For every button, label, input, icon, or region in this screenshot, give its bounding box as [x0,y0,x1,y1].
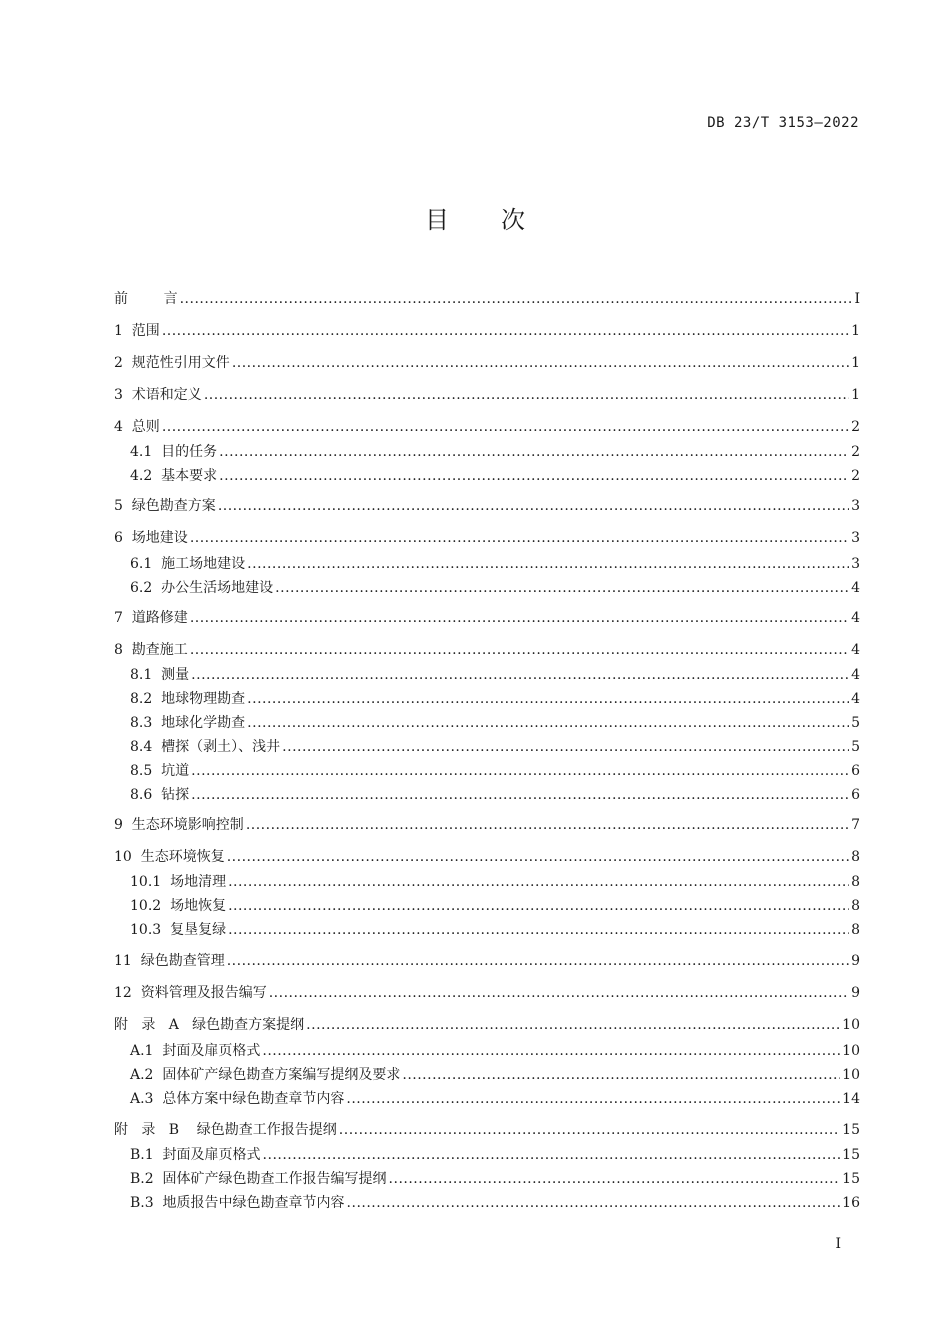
toc-entry-8[interactable] [114,641,860,659]
toc-entry-label: 12 资料管理及报告编写 [114,985,267,1001]
page-number: I [835,1236,841,1252]
toc-leader-dots [269,984,849,1002]
toc-entry-label: 1 范围 [114,323,160,339]
toc-entry-label: A.1 封面及扉页格式 [130,1043,261,1059]
toc-leader-dots [191,666,849,684]
toc-entry-10-3[interactable] [130,921,860,939]
toc-leader-dots [232,354,849,372]
toc-entry-10-2[interactable] [130,897,860,915]
toc-entry-page: 4 [851,610,860,626]
toc-entry-2[interactable] [114,354,860,372]
toc-entry-11[interactable] [114,952,860,970]
toc-entry-page: 3 [851,530,860,546]
toc-entry-page: 9 [851,985,860,1001]
toc-entry-page: 8 [851,874,860,890]
toc-entry-page: 8 [851,849,860,865]
toc-leader-dots [191,786,849,804]
toc-entry-label: 4 总则 [114,419,160,435]
toc-entry-label: 7 道路修建 [114,610,188,626]
toc-entry-page: 15 [842,1147,860,1163]
toc-entry-page: I [854,291,860,307]
toc-entry-page: 5 [851,739,860,755]
toc-entry-page: 4 [851,642,860,658]
toc-entry-page: 10 [842,1067,860,1083]
toc-entry-label: B.1 封面及扉页格式 [130,1147,261,1163]
toc-entry-12[interactable] [114,984,860,1002]
toc-leader-dots [389,1170,841,1188]
toc-entry-3[interactable] [114,386,860,404]
toc-entry-page: 2 [851,419,860,435]
toc-entry-label: 8.5 坑道 [130,763,190,779]
toc-entry-page: 2 [851,444,860,460]
toc-entry-9[interactable] [114,816,860,834]
toc-entry-a-3[interactable] [130,1090,860,1108]
toc-entry-8-4[interactable] [130,738,860,756]
toc-leader-dots [219,443,849,461]
toc-leader-dots [263,1146,841,1164]
toc-entry-page: 4 [851,580,860,596]
toc-entry-a-1[interactable] [130,1042,860,1060]
toc-leader-dots [190,641,849,659]
toc-entry-label: 10 生态环境恢复 [114,849,225,865]
toc-entry-8-6[interactable] [130,786,860,804]
toc-entry-label: 8.2 地球物理勘查 [130,691,246,707]
toc-entry-page: 4 [851,667,860,683]
toc-entry-label: 2 规范性引用文件 [114,355,230,371]
toc-leader-dots [347,1194,841,1212]
toc-entry-label: 6 场地建设 [114,530,188,546]
toc-leader-dots [247,690,849,708]
toc-leader-dots [219,467,849,485]
toc-entry-appendix-b[interactable] [114,1121,860,1139]
toc-leader-dots [402,1066,840,1084]
toc-leader-dots [190,609,849,627]
toc-entry-page: 1 [851,323,860,339]
toc-entry-label: A.2 固体矿产绿色勘查方案编写提纲及要求 [130,1067,401,1083]
toc-leader-dots [162,322,849,340]
document-code: DB 23/T 3153—2022 [707,115,859,131]
toc-entry-page: 1 [851,387,860,403]
toc-entry-page: 3 [851,498,860,514]
toc-entry-page: 8 [851,922,860,938]
toc-leader-dots [246,816,849,834]
toc-entry-label: 11 绿色勘查管理 [114,953,225,969]
toc-leader-dots [275,579,849,597]
toc-entry-page: 15 [842,1122,860,1138]
toc-leader-dots [227,952,849,970]
toc-entry-b-1[interactable] [130,1146,860,1164]
toc-entry-label: 8.4 槽探（剥土）、浅井 [130,739,281,755]
toc-leader-dots [282,738,849,756]
toc-leader-dots [162,418,849,436]
toc-entry-label: A.3 总体方案中绿色勘查章节内容 [130,1091,345,1107]
toc-entry-foreword[interactable] [114,290,860,308]
toc-entry-label: 10.3 复垦复绿 [130,922,227,938]
toc-entry-label: 10.1 场地清理 [130,874,227,890]
toc-entry-label: 6.1 施工场地建设 [130,556,246,572]
toc-entry-page: 6 [851,763,860,779]
toc-entry-label: 前 言 [114,291,178,307]
toc-leader-dots [262,1042,840,1060]
toc-entry-label: B.2 固体矿产绿色勘查工作报告编写提纲 [130,1171,387,1187]
toc-leader-dots [228,921,849,939]
toc-entry-label: 4.2 基本要求 [130,468,218,484]
toc-entry-page: 2 [851,468,860,484]
toc-leader-dots [247,555,849,573]
toc-entry-10[interactable] [114,848,860,866]
toc-entry-label: 10.2 场地恢复 [130,898,227,914]
toc-entry-4-2[interactable] [130,467,860,485]
toc-entry-5[interactable] [114,497,860,515]
toc-entry-label: 4.1 目的任务 [130,444,218,460]
toc-entry-4[interactable] [114,418,860,436]
toc-entry-10-1[interactable] [130,873,860,891]
toc-entry-page: 4 [851,691,860,707]
toc-entry-label: 8.3 地球化学勘查 [130,715,246,731]
toc-entry-appendix-a[interactable] [114,1016,860,1034]
toc-entry-label: 附 录 B 绿色勘查工作报告提纲 [114,1122,337,1138]
toc-entry-label: 8 勘查施工 [114,642,188,658]
toc-leader-dots [191,762,849,780]
toc-entry-label: 附 录 A 绿色勘查方案提纲 [114,1017,305,1033]
toc-entry-8-1[interactable] [130,666,860,684]
toc-entry-6-2[interactable] [130,579,860,597]
toc-entry-page: 10 [842,1017,860,1033]
toc-leader-dots [247,714,849,732]
toc-entry-label: 8.6 钻探 [130,787,190,803]
toc-leader-dots [228,897,849,915]
toc-entry-b-2[interactable] [130,1170,860,1188]
toc-leader-dots [204,386,849,404]
toc-leader-dots [228,873,849,891]
toc-entry-8-3[interactable] [130,714,860,732]
toc-entry-page: 1 [851,355,860,371]
toc-entry-b-3[interactable] [130,1194,860,1212]
toc-entry-label: 8.1 测量 [130,667,190,683]
toc-entry-page: 16 [842,1195,860,1211]
toc-leader-dots [180,290,853,308]
toc-entry-label: 6.2 办公生活场地建设 [130,580,274,596]
toc-entry-page: 10 [842,1043,860,1059]
page-title: 目次 [425,206,577,234]
toc-entry-page: 15 [842,1171,860,1187]
toc-entry-4-1[interactable] [130,443,860,461]
toc-entry-label: B.3 地质报告中绿色勘查章节内容 [130,1195,345,1211]
toc-leader-dots [218,497,849,515]
toc-entry-label: 5 绿色勘查方案 [114,498,216,514]
toc-entry-8-2[interactable] [130,690,860,708]
toc-entry-a-2[interactable] [130,1066,860,1084]
toc-entry-page: 5 [851,715,860,731]
toc-entry-8-5[interactable] [130,762,860,780]
toc-leader-dots [339,1121,840,1139]
toc-entry-page: 6 [851,787,860,803]
toc-entry-page: 8 [851,898,860,914]
toc-entry-7[interactable] [114,609,860,627]
toc-entry-1[interactable] [114,322,860,340]
toc-leader-dots [306,1016,840,1034]
toc-leader-dots [227,848,849,866]
toc-leader-dots [190,529,849,547]
toc-entry-page: 3 [851,556,860,572]
toc-entry-label: 9 生态环境影响控制 [114,817,244,833]
toc-entry-page: 14 [842,1091,860,1107]
toc-leader-dots [346,1090,840,1108]
toc-entry-label: 3 术语和定义 [114,387,202,403]
toc-entry-6[interactable] [114,529,860,547]
toc-entry-6-1[interactable] [130,555,860,573]
toc-entry-page: 7 [851,817,860,833]
toc-entry-page: 9 [851,953,860,969]
